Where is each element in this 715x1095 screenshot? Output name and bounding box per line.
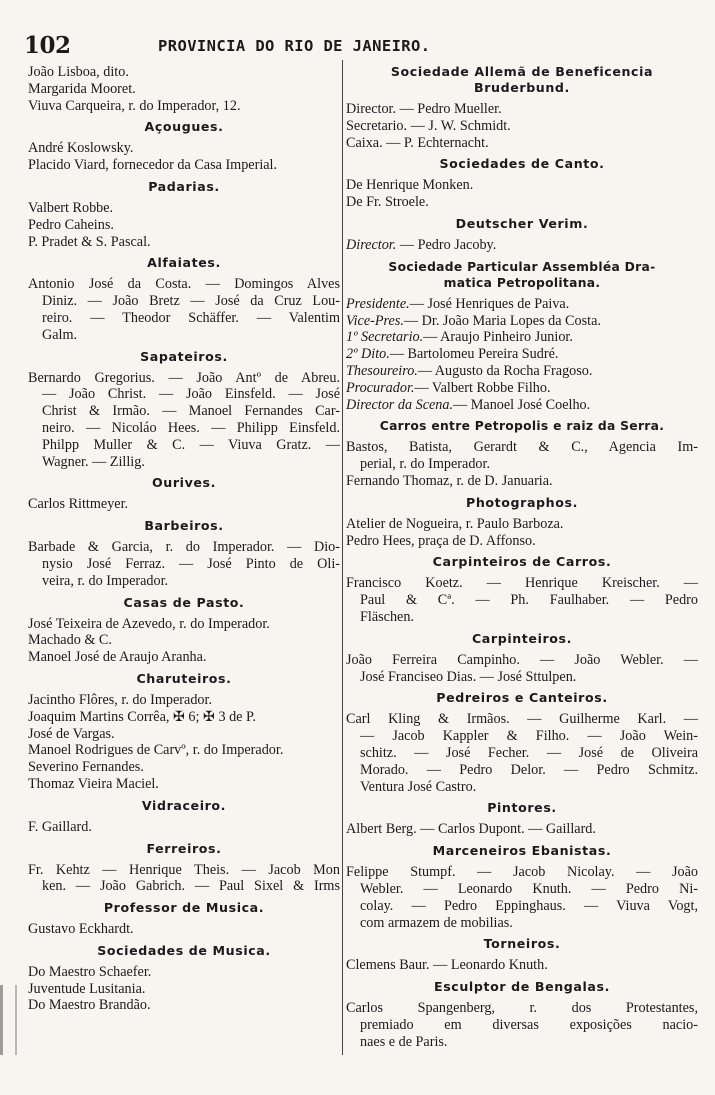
member-name: — Manoel José Coelho.	[453, 396, 591, 413]
section-heading: Carpinteiros.	[471, 630, 573, 646]
text-line: Christ & Irmão. — Manoel Fernandes Car-	[42, 403, 340, 420]
section-assemblea-dramatica	[346, 259, 698, 414]
text-line: premiado em diversas exposições nacio-	[360, 1016, 698, 1033]
page-number: 102	[24, 32, 71, 59]
list-item: Atelier de Nogueira, r. Paulo Barboza.	[346, 515, 564, 532]
list-item: Gustavo Eckhardt.	[28, 921, 134, 938]
section-sociedades-de-canto	[346, 156, 698, 211]
list-item: José Teixeira de Azevedo, r. do Imperador.	[28, 615, 270, 632]
section-marceneiros	[346, 843, 698, 931]
section-heading: Deutscher Verim.	[455, 215, 589, 231]
text-line: — João Christ. — João Einsfeld. — José	[42, 386, 340, 403]
text-line: Felippe Stumpf. — Jacob Nicolay. — João	[346, 864, 698, 881]
section-heading: Photographos.	[466, 494, 578, 510]
section-ferreiros	[28, 841, 340, 896]
text-line: naes e de Paris.	[360, 1033, 448, 1050]
section-heading: Casas de Pasto.	[123, 594, 245, 610]
text-line: schitz. — José Fecher. — José de Oliveira	[360, 744, 698, 761]
section-heading: Sociedade Allemã de Beneficencia	[390, 64, 654, 79]
text-line: perial, r. do Imperador.	[360, 456, 491, 473]
text-line: neiro. — Nicoláo Hees. — Philipp Einsfeld.	[42, 419, 340, 436]
section-carros	[346, 418, 698, 489]
section-pintores	[346, 800, 698, 838]
text-line: Webler. — Leonardo Knuth. — Pedro Ni-	[360, 880, 698, 897]
list-item	[346, 237, 698, 254]
text-line: Diniz. — João Bretz — José da Cruz Lou-	[42, 293, 340, 310]
section-heading: Sapateiros.	[140, 348, 228, 364]
list-item: André Koslowsky.	[28, 140, 134, 157]
list-item	[346, 346, 698, 363]
list-item: Viuva Carqueira, r. do Imperador, 12.	[28, 97, 241, 114]
text-line: Paul & Cª. — Ph. Faulhaber. — Pedro	[360, 592, 698, 609]
section-heading: Sociedades de Musica.	[97, 942, 271, 958]
text-line: reiro. — Theodor Schäffer. — Valentim	[42, 309, 340, 326]
section-heading: Barbeiros.	[144, 518, 224, 534]
role-label: Vice-Pres.	[346, 312, 404, 329]
section-photographos	[346, 495, 698, 550]
text-line: Ventura José Castro.	[360, 778, 477, 795]
member-name: — Dr. João Maria Lopes da Costa.	[403, 312, 601, 329]
role-label: 1º Secretario.	[346, 329, 424, 346]
section-carpinteiros-de-carros	[346, 554, 698, 625]
text-line: ken. — João Gabrich. — Paul Sixel & Irms	[42, 878, 340, 895]
list-item: Thomaz Vieira Maciel.	[28, 775, 159, 792]
section-heading: Carpinteiros de Carros.	[432, 554, 612, 570]
text-line: nysio José Ferraz. — José Pinto de Oli-	[42, 555, 340, 572]
text-line: Bastos, Batista, Gerardt & C., Agencia Im-	[346, 439, 698, 456]
section-carpinteiros	[346, 631, 698, 686]
text-line: Galm.	[42, 326, 78, 343]
margin-binding-mark	[0, 985, 17, 1055]
text-line: com armazem de mobilias.	[360, 914, 513, 931]
section-heading: Ferreiros.	[146, 840, 222, 856]
section-heading: Sociedade Particular Assembléa Dra-	[388, 259, 656, 274]
text-line: Carlos Spangenberg, r. dos Protestantes,	[346, 1000, 698, 1017]
text-line: veira, r. do Imperador.	[42, 572, 169, 589]
section-professor-de-musica	[28, 900, 340, 938]
list-item: Caixa. — P. Echternacht.	[346, 134, 489, 151]
list-item	[346, 363, 698, 380]
section-acougues	[28, 119, 340, 174]
list-item: Joaquim Martins Corrêa, ✠ 6; ✠ 3 de P.	[28, 708, 256, 725]
role-label: Procurador.	[346, 379, 415, 396]
section-beneficencia	[346, 64, 698, 151]
section-barbeiros	[28, 518, 340, 589]
member-name: — José Henriques de Paiva.	[409, 295, 570, 312]
text-line: Bernardo Gregorius. — João Antº de Abreu.	[28, 369, 340, 386]
list-item: João Lisboa, dito.	[28, 64, 129, 80]
section-padarias	[28, 179, 340, 250]
section-casas-de-pasto	[28, 595, 340, 666]
text-line: Philpp Muller & C. — Viuva Gratz. —	[42, 436, 340, 453]
section-heading: Sociedades de Canto.	[439, 156, 605, 172]
list-item: Director. — Pedro Mueller.	[346, 101, 502, 117]
member-name: — Pedro Jacoby.	[399, 236, 497, 253]
text-line: José Franciseo Dias. — José Sttulpen.	[360, 668, 577, 685]
list-item: Do Maestro Brandão.	[28, 997, 151, 1014]
section-heading: Padarias.	[148, 178, 220, 194]
list-item: Albert Berg. — Carlos Dupont. — Gaillard.	[346, 821, 596, 838]
section-heading: Vidraceiro.	[141, 797, 227, 813]
list-item: Do Maestro Schaefer.	[28, 963, 152, 980]
section-heading: Marceneiros Ebanistas.	[432, 843, 612, 859]
list-item: Machado & C.	[28, 632, 112, 649]
text-line: colay. — Pedro Eppinghaus. — Viuva Vogt,	[360, 897, 698, 914]
section-heading: Ourives.	[151, 475, 217, 491]
text-line: Wagner. — Zillig.	[42, 453, 145, 470]
section-heading: Charuteiros.	[136, 670, 232, 686]
text-line: Fr. Kehtz — Henrique Theis. — Jacob Mon	[28, 861, 340, 878]
list-item: Clemens Baur. — Leonardo Knuth.	[346, 957, 548, 974]
role-label: Presidente.	[346, 295, 410, 312]
list-item	[346, 296, 698, 313]
list-item: Margarida Mooret.	[28, 80, 136, 97]
column-divider	[342, 60, 343, 1055]
section-heading: Pedreiros e Canteiros.	[436, 690, 608, 706]
list-item: De Fr. Stroele.	[346, 194, 429, 211]
list-item: Manoel Rodrigues de Carvº, r. do Imperador.	[28, 742, 284, 759]
list-item: José de Vargas.	[28, 725, 115, 742]
section-pedreiros	[346, 690, 698, 795]
list-item: Placido Viard, fornecedor da Casa Imperial.	[28, 157, 278, 174]
list-item: Juventude Lusitania.	[28, 980, 146, 997]
list-item: De Henrique Monken.	[346, 177, 474, 194]
section-deutscher-verim	[346, 216, 698, 254]
continued-list	[28, 64, 340, 114]
text-line: João Ferreira Campinho. — João Webler. —	[346, 651, 698, 668]
text-line: Francisco Koetz. — Henrique Kreischer. —	[346, 575, 698, 592]
text-line: Morado. — Pedro Delor. — Pedro Schmitz.	[360, 761, 698, 778]
list-item: Manoel José de Araujo Aranha.	[28, 649, 207, 666]
section-alfaiates	[28, 255, 340, 343]
member-name: — Valbert Robbe Filho.	[414, 379, 551, 396]
section-heading: matica Petropolitana.	[443, 275, 601, 290]
role-label: 2º Dito.	[346, 346, 390, 363]
member-name: — Araujo Pinheiro Junior.	[423, 329, 573, 346]
section-heading: Carros entre Petropolis e raiz da Serra.	[379, 419, 665, 434]
text-line: Carl Kling & Irmãos. — Guilherme Karl. —	[346, 711, 698, 728]
section-heading: Professor de Musica.	[103, 900, 265, 916]
section-esculptor	[346, 979, 698, 1050]
section-torneiros	[346, 936, 698, 974]
list-item: Severino Fernandes.	[28, 759, 144, 776]
list-item: Pedro Caheins.	[28, 216, 114, 233]
list-item: F. Gaillard.	[28, 818, 92, 835]
text-line: Antonio José da Costa. — Domingos Alves	[28, 276, 340, 293]
section-sociedades-de-musica	[28, 943, 340, 1014]
section-heading: Torneiros.	[483, 936, 561, 952]
text-line: Barbade & Garcia, r. do Imperador. — Dio-	[28, 539, 340, 556]
role-label: Director.	[346, 236, 397, 253]
list-item	[346, 329, 698, 346]
member-name: — Augusto da Rocha Fragoso.	[417, 362, 593, 379]
section-charuteiros	[28, 671, 340, 793]
section-heading: Pintores.	[487, 800, 557, 816]
list-item	[346, 380, 698, 397]
role-label: Director da Scena.	[346, 396, 454, 413]
right-column	[346, 64, 698, 1050]
section-vidraceiro	[28, 798, 340, 836]
list-item: Pedro Hees, praça de D. Affonso.	[346, 532, 536, 549]
list-item: Secretario. — J. W. Schmidt.	[346, 117, 511, 134]
page-title: PROVINCIA DO RIO DE JANEIRO.	[158, 37, 431, 55]
list-item: Valbert Robbe.	[28, 199, 114, 216]
section-heading: Açougues.	[144, 119, 224, 135]
member-name: — Bartolomeu Pereira Sudré.	[389, 346, 559, 363]
list-item	[346, 313, 698, 330]
text-line: Fernando Thomaz, r. de D. Januaria.	[346, 472, 553, 489]
section-sapateiros	[28, 349, 340, 471]
section-heading: Bruderbund.	[474, 80, 570, 95]
section-heading: Alfaiates.	[147, 255, 221, 271]
list-item: Jacintho Flôres, r. do Imperador.	[28, 691, 213, 708]
text-line: Fläschen.	[360, 608, 414, 625]
list-item: P. Pradet & S. Pascal.	[28, 233, 151, 250]
section-ourives	[28, 475, 340, 513]
section-heading: Esculptor de Bengalas.	[434, 979, 610, 995]
role-label: Thesoureiro.	[346, 362, 418, 379]
text-line: — Jacob Kappler & Filho. — João Wein-	[360, 728, 698, 745]
left-column	[28, 64, 340, 1014]
list-item: Carlos Rittmeyer.	[28, 496, 129, 513]
list-item	[346, 397, 698, 414]
